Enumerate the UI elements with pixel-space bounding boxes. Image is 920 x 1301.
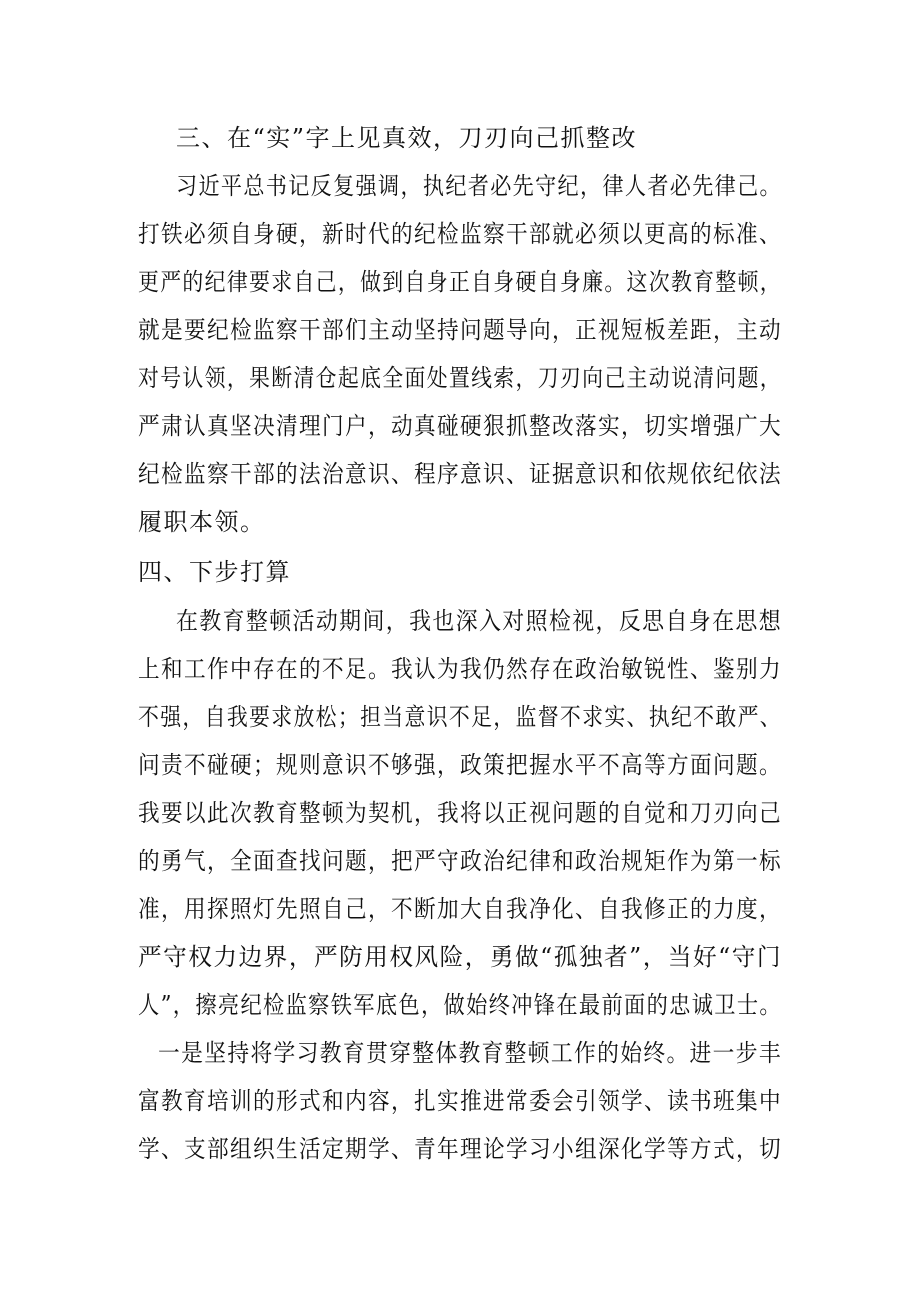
section-heading-4: 四、下步打算 — [138, 558, 291, 586]
paragraph-line: 我要以此次教育整顿为契机，我将以正视问题的自觉和刀刃向己 — [138, 799, 782, 827]
section-heading-3: 三、在“实”字上见真效，刀刃向己抓整改 — [176, 124, 638, 152]
paragraph-line: 在教育整顿活动期间，我也深入对照检视，反思自身在思想 — [176, 607, 782, 635]
paragraph-line: 对号认领，果断清仓起底全面处置线索，刀刃向己主动说清问题， — [138, 364, 782, 392]
paragraph-line: 严守权力边界，严防用权风险，勇做“孤独者”，当好“守门 — [138, 943, 782, 971]
paragraph-line: 问责不碰硬；规则意识不够强，政策把握水平不高等方面问题。 — [138, 751, 782, 779]
paragraph-line: 习近平总书记反复强调，执纪者必先守纪，律人者必先律己。 — [176, 172, 782, 200]
paragraph-line: 不强，自我要求放松；担当意识不足，监督不求实、执纪不敢严、 — [138, 703, 782, 731]
paragraph-line: 更严的纪律要求自己，做到自身正自身硬自身廉。这次教育整顿， — [138, 268, 782, 296]
paragraph-line: 履职本领。 — [138, 508, 266, 536]
paragraph-line: 就是要纪检监察干部们主动坚持问题导向，正视短板差距，主动 — [138, 316, 782, 344]
paragraph-line: 上和工作中存在的不足。我认为我仍然存在政治敏锐性、鉴别力 — [138, 655, 782, 683]
paragraph-line: 打铁必须自身硬，新时代的纪检监察干部就必须以更高的标准、 — [138, 220, 782, 248]
paragraph-line: 严肃认真坚决清理门户，动真碰硬狠抓整改落实，切实增强广大 — [138, 412, 782, 440]
paragraph-line: 人”，擦亮纪检监察铁军底色，做始终冲锋在最前面的忠诚卫士。 — [138, 991, 782, 1019]
paragraph-line: 学、支部组织生活定期学、青年理论学习小组深化学等方式，切 — [138, 1135, 782, 1163]
paragraph-line: 的勇气，全面查找问题，把严守政治纪律和政治规矩作为第一标 — [138, 847, 782, 875]
paragraph-line: 准，用探照灯先照自己，不断加大自我净化、自我修正的力度， — [138, 895, 782, 923]
paragraph-line: 一是坚持将学习教育贯穿整体教育整顿工作的始终。进一步丰 — [158, 1039, 782, 1067]
paragraph-line: 纪检监察干部的法治意识、程序意识、证据意识和依规依纪依法 — [138, 460, 782, 488]
paragraph-line: 富教育培训的形式和内容，扎实推进常委会引领学、读书班集中 — [138, 1087, 782, 1115]
